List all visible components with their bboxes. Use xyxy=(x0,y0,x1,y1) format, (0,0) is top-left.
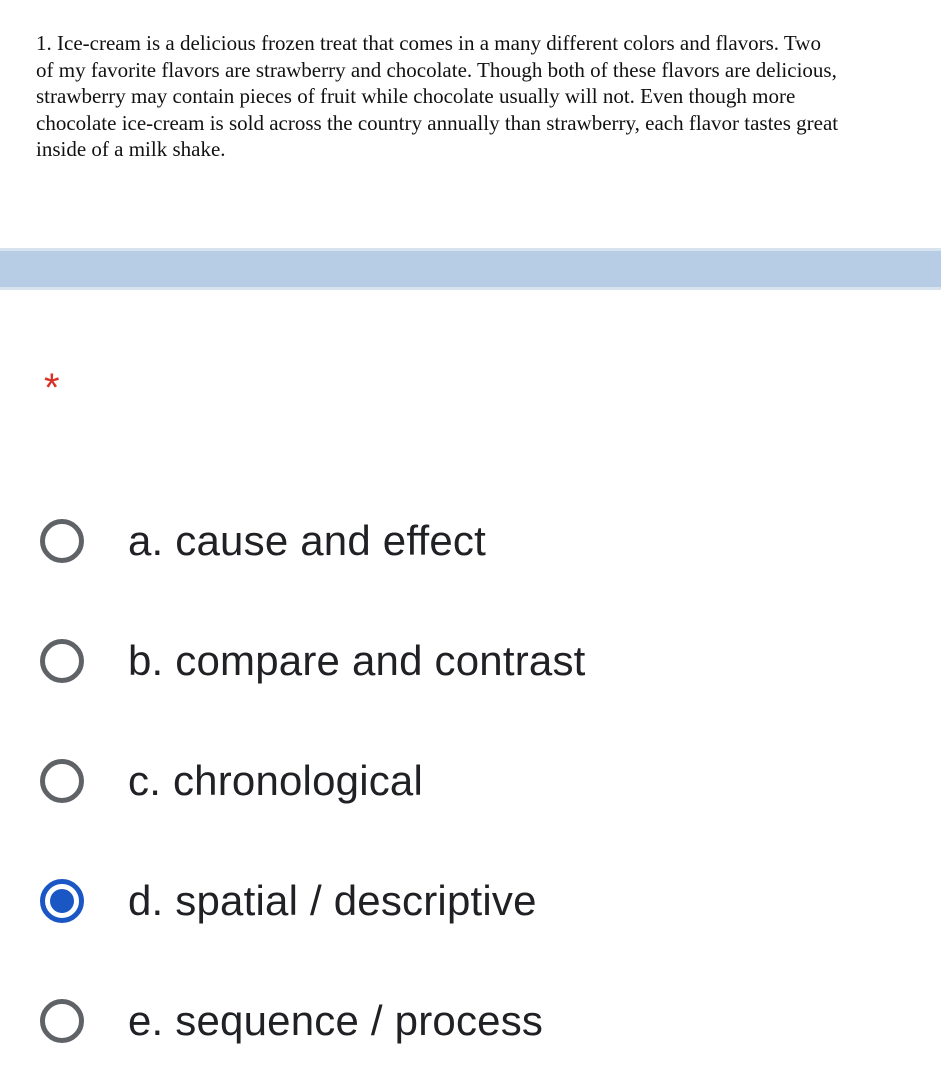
option-d[interactable] xyxy=(30,869,537,933)
passage-line: inside of a milk shake. xyxy=(36,137,226,161)
option-c[interactable] xyxy=(30,749,423,813)
radio-button[interactable] xyxy=(30,509,94,573)
section-divider xyxy=(0,248,941,290)
radio-button[interactable] xyxy=(30,989,94,1053)
radio-button[interactable] xyxy=(30,629,94,693)
radio-circle-icon xyxy=(40,759,84,803)
option-label: c. chronological xyxy=(128,757,424,804)
radio-checked-icon xyxy=(40,879,84,923)
option-e[interactable] xyxy=(30,989,543,1053)
option-label: d. spatial / descriptive xyxy=(128,877,537,924)
passage-line: chocolate ice-cream is sold across the country annually than strawberry, each flavor tastes great xyxy=(36,110,839,135)
radio-circle-icon xyxy=(40,519,84,563)
passage-line: 1. Ice-cream is a delicious frozen treat that comes in a many different colors and flavors. Two xyxy=(36,31,821,55)
passage-line: strawberry may contain pieces of fruit while chocolate usually will not. Even though more xyxy=(36,84,796,108)
radio-button[interactable] xyxy=(30,749,94,813)
radio-circle-icon xyxy=(40,999,84,1043)
option-a[interactable] xyxy=(30,509,486,573)
radio-button[interactable] xyxy=(30,869,94,933)
option-b[interactable] xyxy=(30,629,586,693)
passage-line: of my favorite flavors are strawberry and chocolate. Though both of these flavors are delicious, xyxy=(36,57,837,82)
radio-dot-icon xyxy=(50,889,74,913)
option-label: a. cause and effect xyxy=(128,517,486,564)
option-label: e. sequence / process xyxy=(128,997,544,1044)
radio-circle-icon xyxy=(40,639,84,683)
required-asterisk: * xyxy=(44,366,60,410)
question-passage xyxy=(36,30,931,163)
option-label: b. compare and contrast xyxy=(128,637,586,684)
